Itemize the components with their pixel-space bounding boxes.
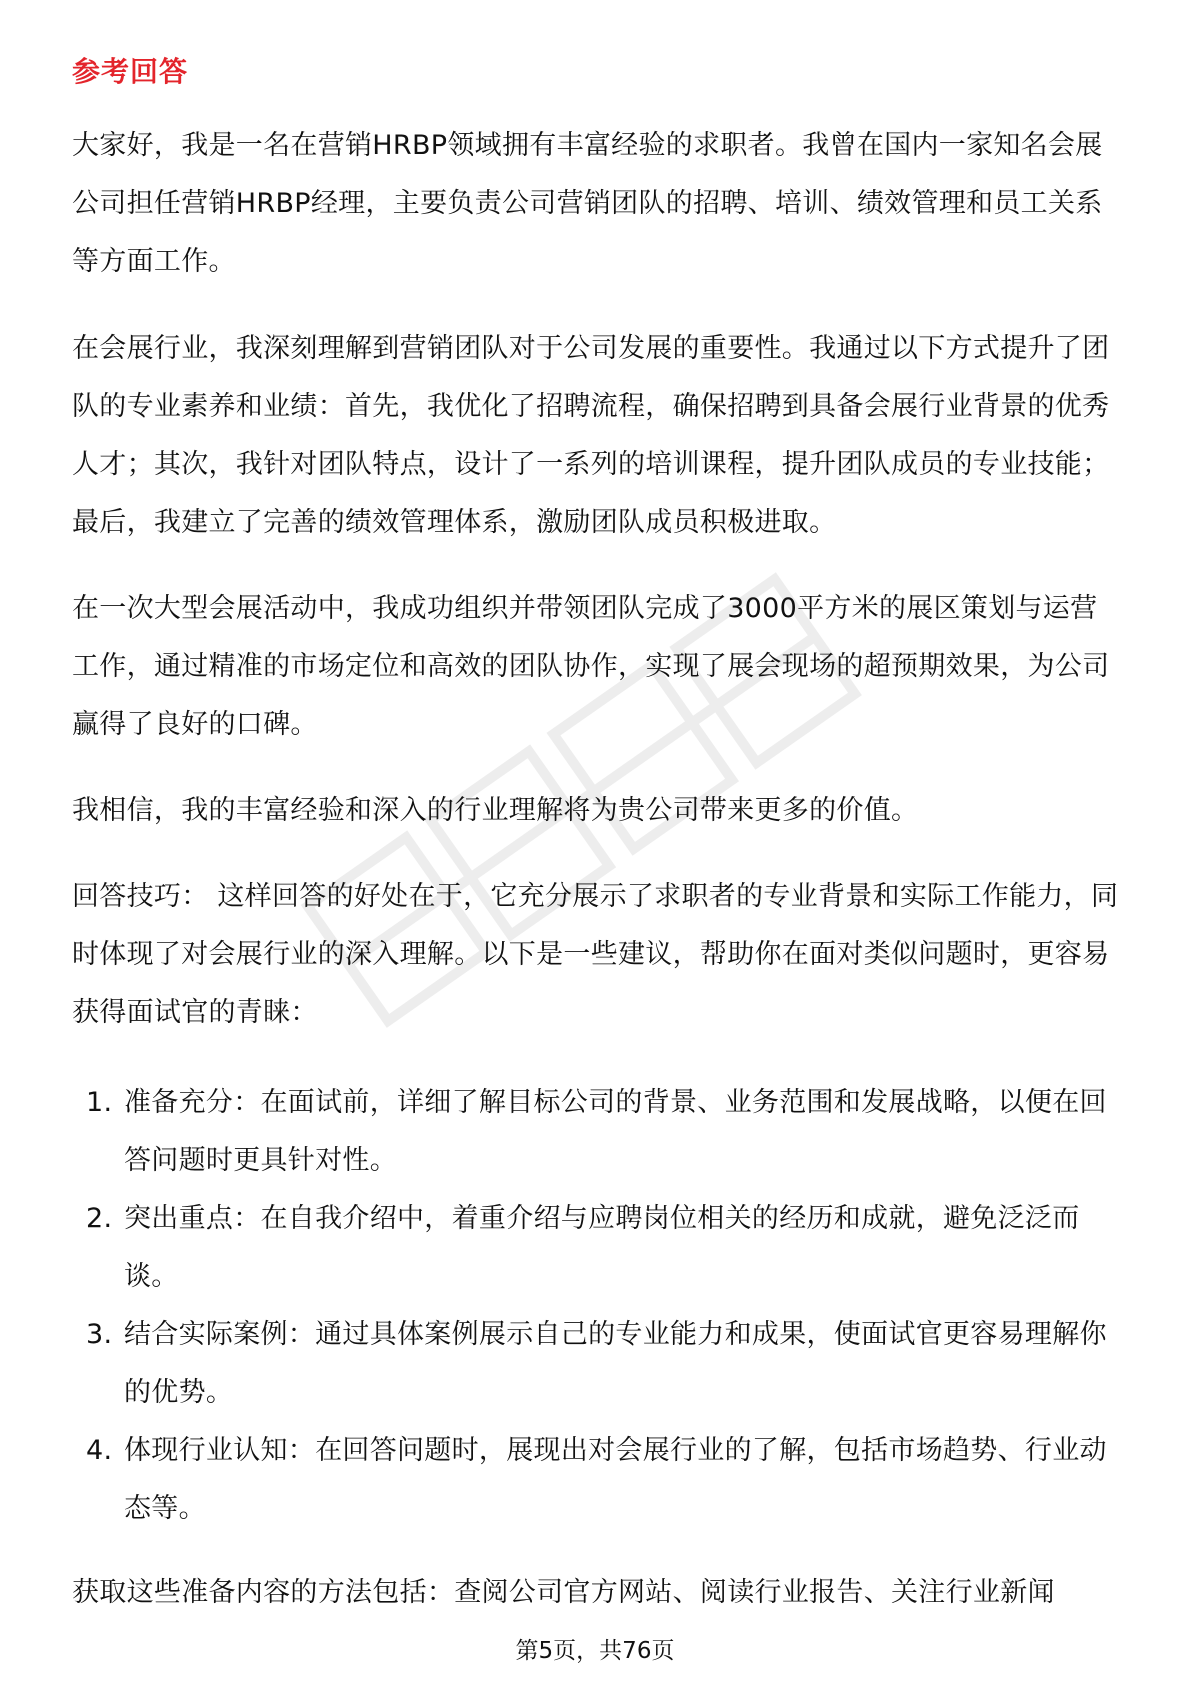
paragraph-case: 在一次大型会展活动中，我成功组织并带领团队完成了3000平方米的展区策划与运营工作，通过精准的市场定位和高效的团队协作，实现了展会现场的超预期效果，为公司赢得了良好的口碑。 [72,593,1110,740]
list-item-number: 3. [86,1319,113,1350]
list-item [72,1190,1124,1306]
paragraph-intro: 大家好，我是一名在营销HRBP领域拥有丰富经验的求职者。我曾在国内一家知名会展公司担任营销HRBP经理，主要负责公司营销团队的招聘、培训、绩效管理和员工关系等方面工作。 [72,130,1103,277]
list-item-text: 结合实际案例：通过具体案例展示自己的专业能力和成果，使面试官更容易理解你的优势。 [124,1319,1107,1408]
list-item [72,1074,1124,1190]
list-item [72,1422,1124,1538]
section-heading: 参考回答 [72,55,189,88]
list-item-text: 突出重点：在自我介绍中，着重介绍与应聘岗位相关的经历和成就，避免泛泛而谈。 [124,1203,1080,1292]
list-item-number: 4. [86,1435,113,1466]
tips-list [72,1074,1124,1538]
page-number-footer: 第5页，共76页 [515,1638,675,1664]
paragraph-tips-intro: 回答技巧： 这样回答的好处在于，它充分展示了求职者的专业背景和实际工作能力，同时体现了对会展行业的深入理解。以下是一些建议，帮助你在面对类似问题时，更容易获得面试官的青睐： [72,881,1119,1028]
list-item [72,1306,1124,1422]
paragraph-industry: 在会展行业，我深刻理解到营销团队对于公司发展的重要性。我通过以下方式提升了团队的专业素养和业绩：首先，我优化了招聘流程，确保招聘到具备会展行业背景的优秀人才；其次，我针对团队特点，设计了一系列的培训课程，提升团队成员的专业技能；最后，我建立了完善的绩效管理体系，激励团队成员积极进取。 [72,333,1110,538]
paragraph-methods: 获取这些准备内容的方法包括：查阅公司官方网站、阅读行业报告、关注行业新闻 [72,1577,1055,1608]
list-item-text: 准备充分：在面试前，详细了解目标公司的背景、业务范围和发展战略，以便在回答问题时更具针对性。 [124,1087,1107,1176]
list-item-text: 体现行业认知：在回答问题时，展现出对会展行业的了解，包括市场趋势、行业动态等。 [124,1435,1107,1524]
list-item-number: 1. [86,1087,113,1118]
list-item-number: 2. [86,1203,113,1234]
paragraph-belief: 我相信，我的丰富经验和深入的行业理解将为贵公司带来更多的价值。 [72,795,919,826]
